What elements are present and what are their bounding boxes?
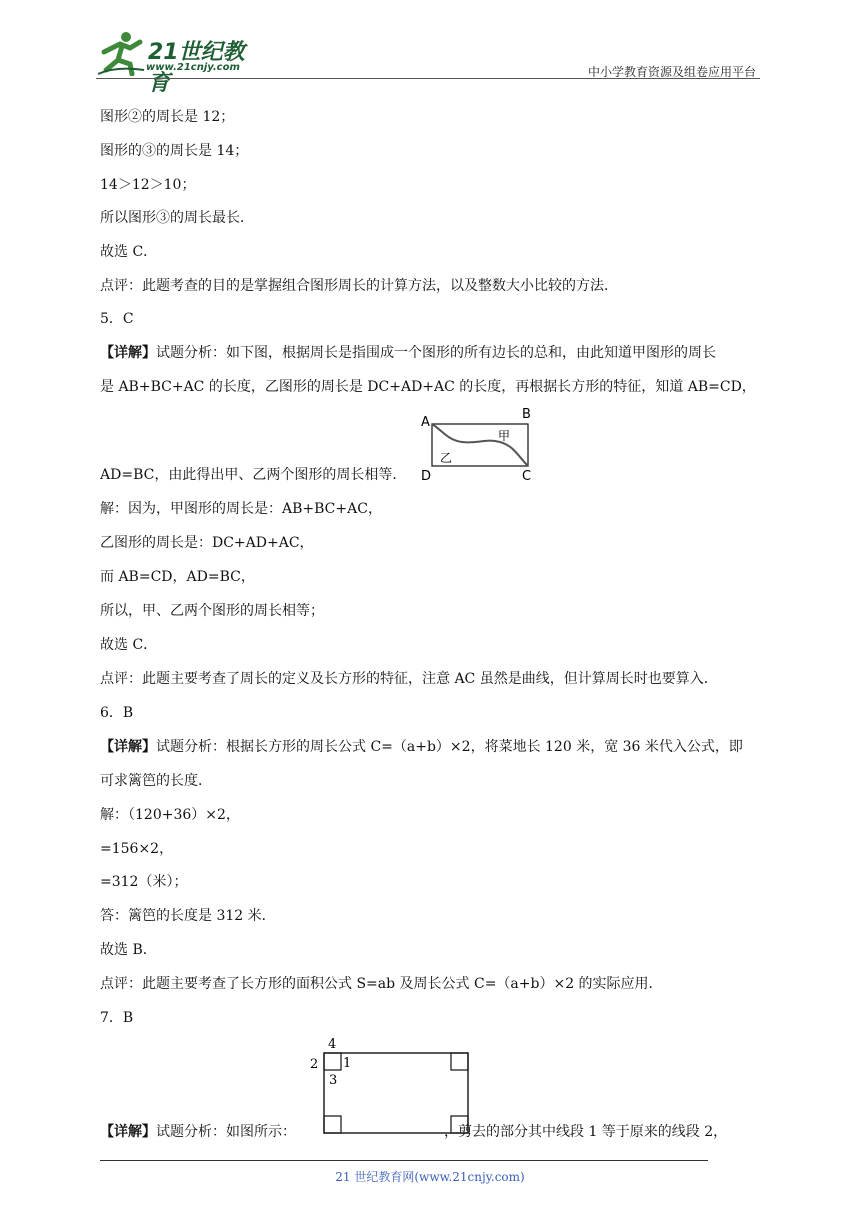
text-line: 而 AB=CD，AD=BC， xyxy=(100,569,255,585)
label-jia: 甲 xyxy=(498,429,511,443)
text-line: 解：（120+36）×2， xyxy=(100,807,240,823)
page-header xyxy=(96,30,760,96)
text-line: 故选 C． xyxy=(100,637,158,653)
text-line: 图形②的周长是 12； xyxy=(100,109,235,125)
question-number: 5．C xyxy=(100,311,134,327)
detail-tag: 【详解】 xyxy=(100,345,156,361)
text-line: 图形的③的周长是 14； xyxy=(100,143,249,159)
text-line xyxy=(100,1123,727,1141)
text-line: 故选 B． xyxy=(100,942,157,958)
text-line: 答：篱笆的长度是 312 米． xyxy=(100,908,276,924)
label-d: D xyxy=(421,469,432,484)
runner-logo-icon xyxy=(96,30,146,76)
text-line: =156×2， xyxy=(100,841,174,857)
text-line: 14＞12＞10； xyxy=(100,177,196,193)
text-line xyxy=(100,738,743,756)
logo-text: 21世纪教育 xyxy=(148,40,245,96)
segment-label-3: 3 xyxy=(329,1073,338,1088)
label-c: C xyxy=(522,469,532,484)
header-platform-text: 中小学教育资源及组卷应用平台 xyxy=(587,65,756,79)
rectangle-figure-abcd xyxy=(418,404,542,488)
text-line: =312（米）； xyxy=(100,874,188,890)
text-line: 所以，甲、乙两个图形的周长相等； xyxy=(100,603,324,619)
text-line: 点评：此题主要考查了长方形的面积公式 S=ab 及周长公式 C=（a+b）×2 的实际应用． xyxy=(100,976,663,992)
text-line: 乙图形的周长是：DC+AD+AC， xyxy=(100,535,314,551)
question-number: 7．B xyxy=(100,1010,134,1026)
text-line: AD=BC，由此得出甲、乙两个图形的周长相等． xyxy=(100,467,407,483)
logo-url: www.21cnjy.com xyxy=(146,62,240,73)
text-line: 点评：此题考查的目的是掌握组合图形周长的计算方法，以及整数大小比较的方法． xyxy=(100,278,618,294)
text-line xyxy=(100,344,716,362)
text-line: 故选 C． xyxy=(100,244,158,260)
segment-label-1: 1 xyxy=(343,1056,352,1071)
text-line: 所以图形③的周长最长． xyxy=(100,210,254,226)
text-line: 解：因为，甲图形的周长是：AB+BC+AC， xyxy=(100,501,382,517)
footer-divider xyxy=(100,1160,708,1161)
question-number: 6．B xyxy=(100,705,134,721)
text-line: 点评：此题主要考查了周长的定义及长方形的特征，注意 AC 虽然是曲线，但计算周长时也要算入． xyxy=(100,671,718,687)
segment-label-4: 4 xyxy=(328,1037,337,1052)
label-b: B xyxy=(522,407,531,422)
site-logo xyxy=(96,30,266,96)
text-span: 试题分析：根据长方形的周长公式 C=（a+b）×2，将菜地长 120 米，宽 36 米代入公式，即 xyxy=(156,739,743,755)
text-line: 可求篱笆的长度． xyxy=(100,773,212,789)
segment-label-2: 2 xyxy=(310,1057,319,1072)
text-span: 试题分析：如图所示： xyxy=(156,1124,296,1140)
label-yi: 乙 xyxy=(440,451,453,465)
detail-tag: 【详解】 xyxy=(100,739,156,755)
text-span: ，剪去的部分其中线段 1 等于原来的线段 2， xyxy=(444,1124,728,1140)
text-line: 是 AB+BC+AC 的长度，乙图形的周长是 DC+AD+AC 的长度，再根据长方形的特征，知道 AB=CD， xyxy=(100,379,756,395)
label-a: A xyxy=(421,415,430,430)
detail-tag: 【详解】 xyxy=(100,1124,156,1140)
header-divider xyxy=(96,78,760,79)
page-footer: 21 世纪教育网(www.21cnjy.com) xyxy=(335,1170,525,1184)
text-span: 试题分析：如下图，根据周长是指围成一个图形的所有边长的总和，由此知道甲图形的周长 xyxy=(156,345,716,361)
